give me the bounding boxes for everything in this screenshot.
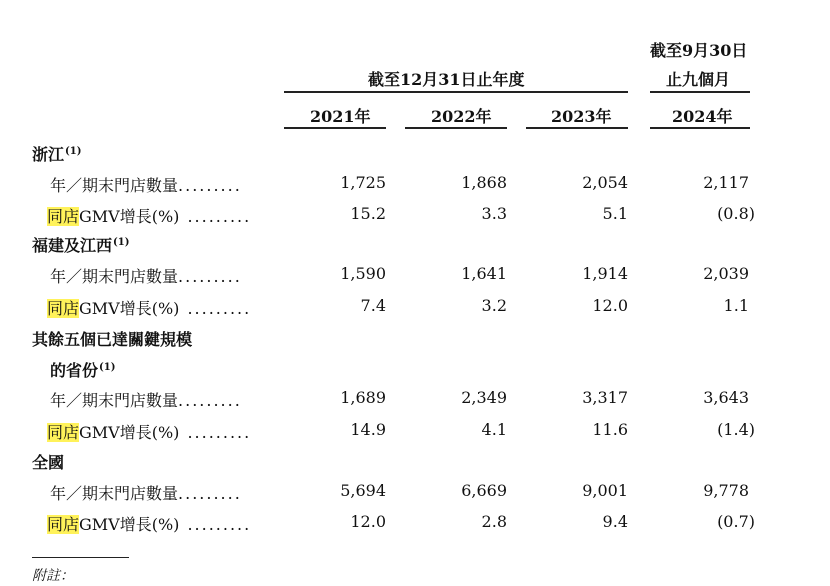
cell-value: 2,039 — [703, 264, 749, 283]
year-rule-2024 — [650, 127, 750, 129]
cell-value: 9.4 — [602, 512, 628, 531]
period-right-line1: 截至9月30日 — [650, 41, 748, 60]
cell-value: (0.8) — [717, 204, 755, 223]
footnote-mark: (1) — [99, 361, 116, 373]
header-group-rule — [284, 91, 628, 93]
row-sss-gmv-label: 同店GMV增長(%) ......... — [47, 207, 252, 226]
cell-value: 3.3 — [481, 204, 507, 223]
cell-value: 7.4 — [360, 296, 386, 315]
cell-value: 2.8 — [481, 512, 507, 531]
year-header-2023: 2023年 — [551, 107, 612, 126]
period-right-line2: 止九個月 — [666, 70, 731, 89]
cell-value: (1.4) — [717, 420, 755, 439]
footnote-mark: (1) — [113, 236, 130, 248]
section-title-text: 的省份 — [50, 361, 99, 380]
year-rule-2021 — [284, 127, 386, 129]
cell-value: 6,669 — [461, 481, 507, 500]
footnote-mark: (1) — [65, 145, 82, 157]
cell-value: 9,778 — [703, 481, 749, 500]
section-title-nationwide: 全國 — [32, 453, 65, 472]
row-store-count-label: 年／期末門店數量......... — [50, 176, 242, 195]
row-sss-gmv-label: 同店GMV增長(%) ......... — [47, 423, 252, 442]
year-rule-2022 — [405, 127, 507, 129]
cell-value: 11.6 — [592, 420, 628, 439]
section-title-zhejiang — [32, 142, 81, 165]
year-header-2021: 2021年 — [310, 107, 371, 126]
section-title-text: 浙江 — [32, 145, 65, 164]
cell-value: 3,317 — [582, 388, 628, 407]
cell-value: 2,117 — [703, 173, 749, 192]
cell-value: 4.1 — [481, 420, 507, 439]
cell-value: 1,868 — [461, 173, 507, 192]
cell-value: 14.9 — [350, 420, 386, 439]
section-title-fujian-jiangxi — [32, 233, 129, 256]
cell-value: 3.2 — [481, 296, 507, 315]
row-store-count-label: 年／期末門店數量......... — [50, 484, 242, 503]
cell-value: 1,725 — [340, 173, 386, 192]
header-right-rule — [650, 91, 750, 93]
row-store-count-label: 年／期末門店數量......... — [50, 391, 242, 410]
cell-value: 2,054 — [582, 173, 628, 192]
row-store-count-label: 年／期末門店數量......... — [50, 267, 242, 286]
row-sss-gmv-label: 同店GMV增長(%) ......... — [47, 515, 252, 534]
footnote-rule — [32, 557, 129, 558]
cell-value: 1,689 — [340, 388, 386, 407]
cell-value: 1,914 — [582, 264, 628, 283]
cell-value: 3,643 — [703, 388, 749, 407]
section-title-text: 福建及江西 — [32, 236, 113, 255]
section-title-other-provinces-line2 — [50, 358, 115, 381]
year-rule-2023 — [526, 127, 628, 129]
cell-value: 12.0 — [592, 296, 628, 315]
section-title-other-provinces: 其餘五個已達關鍵規模 — [32, 330, 193, 349]
year-header-2022: 2022年 — [431, 107, 492, 126]
cell-value: 9,001 — [582, 481, 628, 500]
cell-value: 12.0 — [350, 512, 386, 531]
notes-label: 附註： — [32, 568, 74, 584]
cell-value: 5,694 — [340, 481, 386, 500]
cell-value: 2,349 — [461, 388, 507, 407]
cell-value: 1,641 — [461, 264, 507, 283]
cell-value: 1.1 — [723, 296, 749, 315]
cell-value: 15.2 — [350, 204, 386, 223]
row-sss-gmv-label: 同店GMV增長(%) ......... — [47, 299, 252, 318]
cell-value: 1,590 — [340, 264, 386, 283]
period-group-label: 截至12月31日止年度 — [368, 70, 525, 89]
cell-value: (0.7) — [717, 512, 755, 531]
year-header-2024: 2024年 — [672, 107, 733, 126]
cell-value: 5.1 — [602, 204, 628, 223]
